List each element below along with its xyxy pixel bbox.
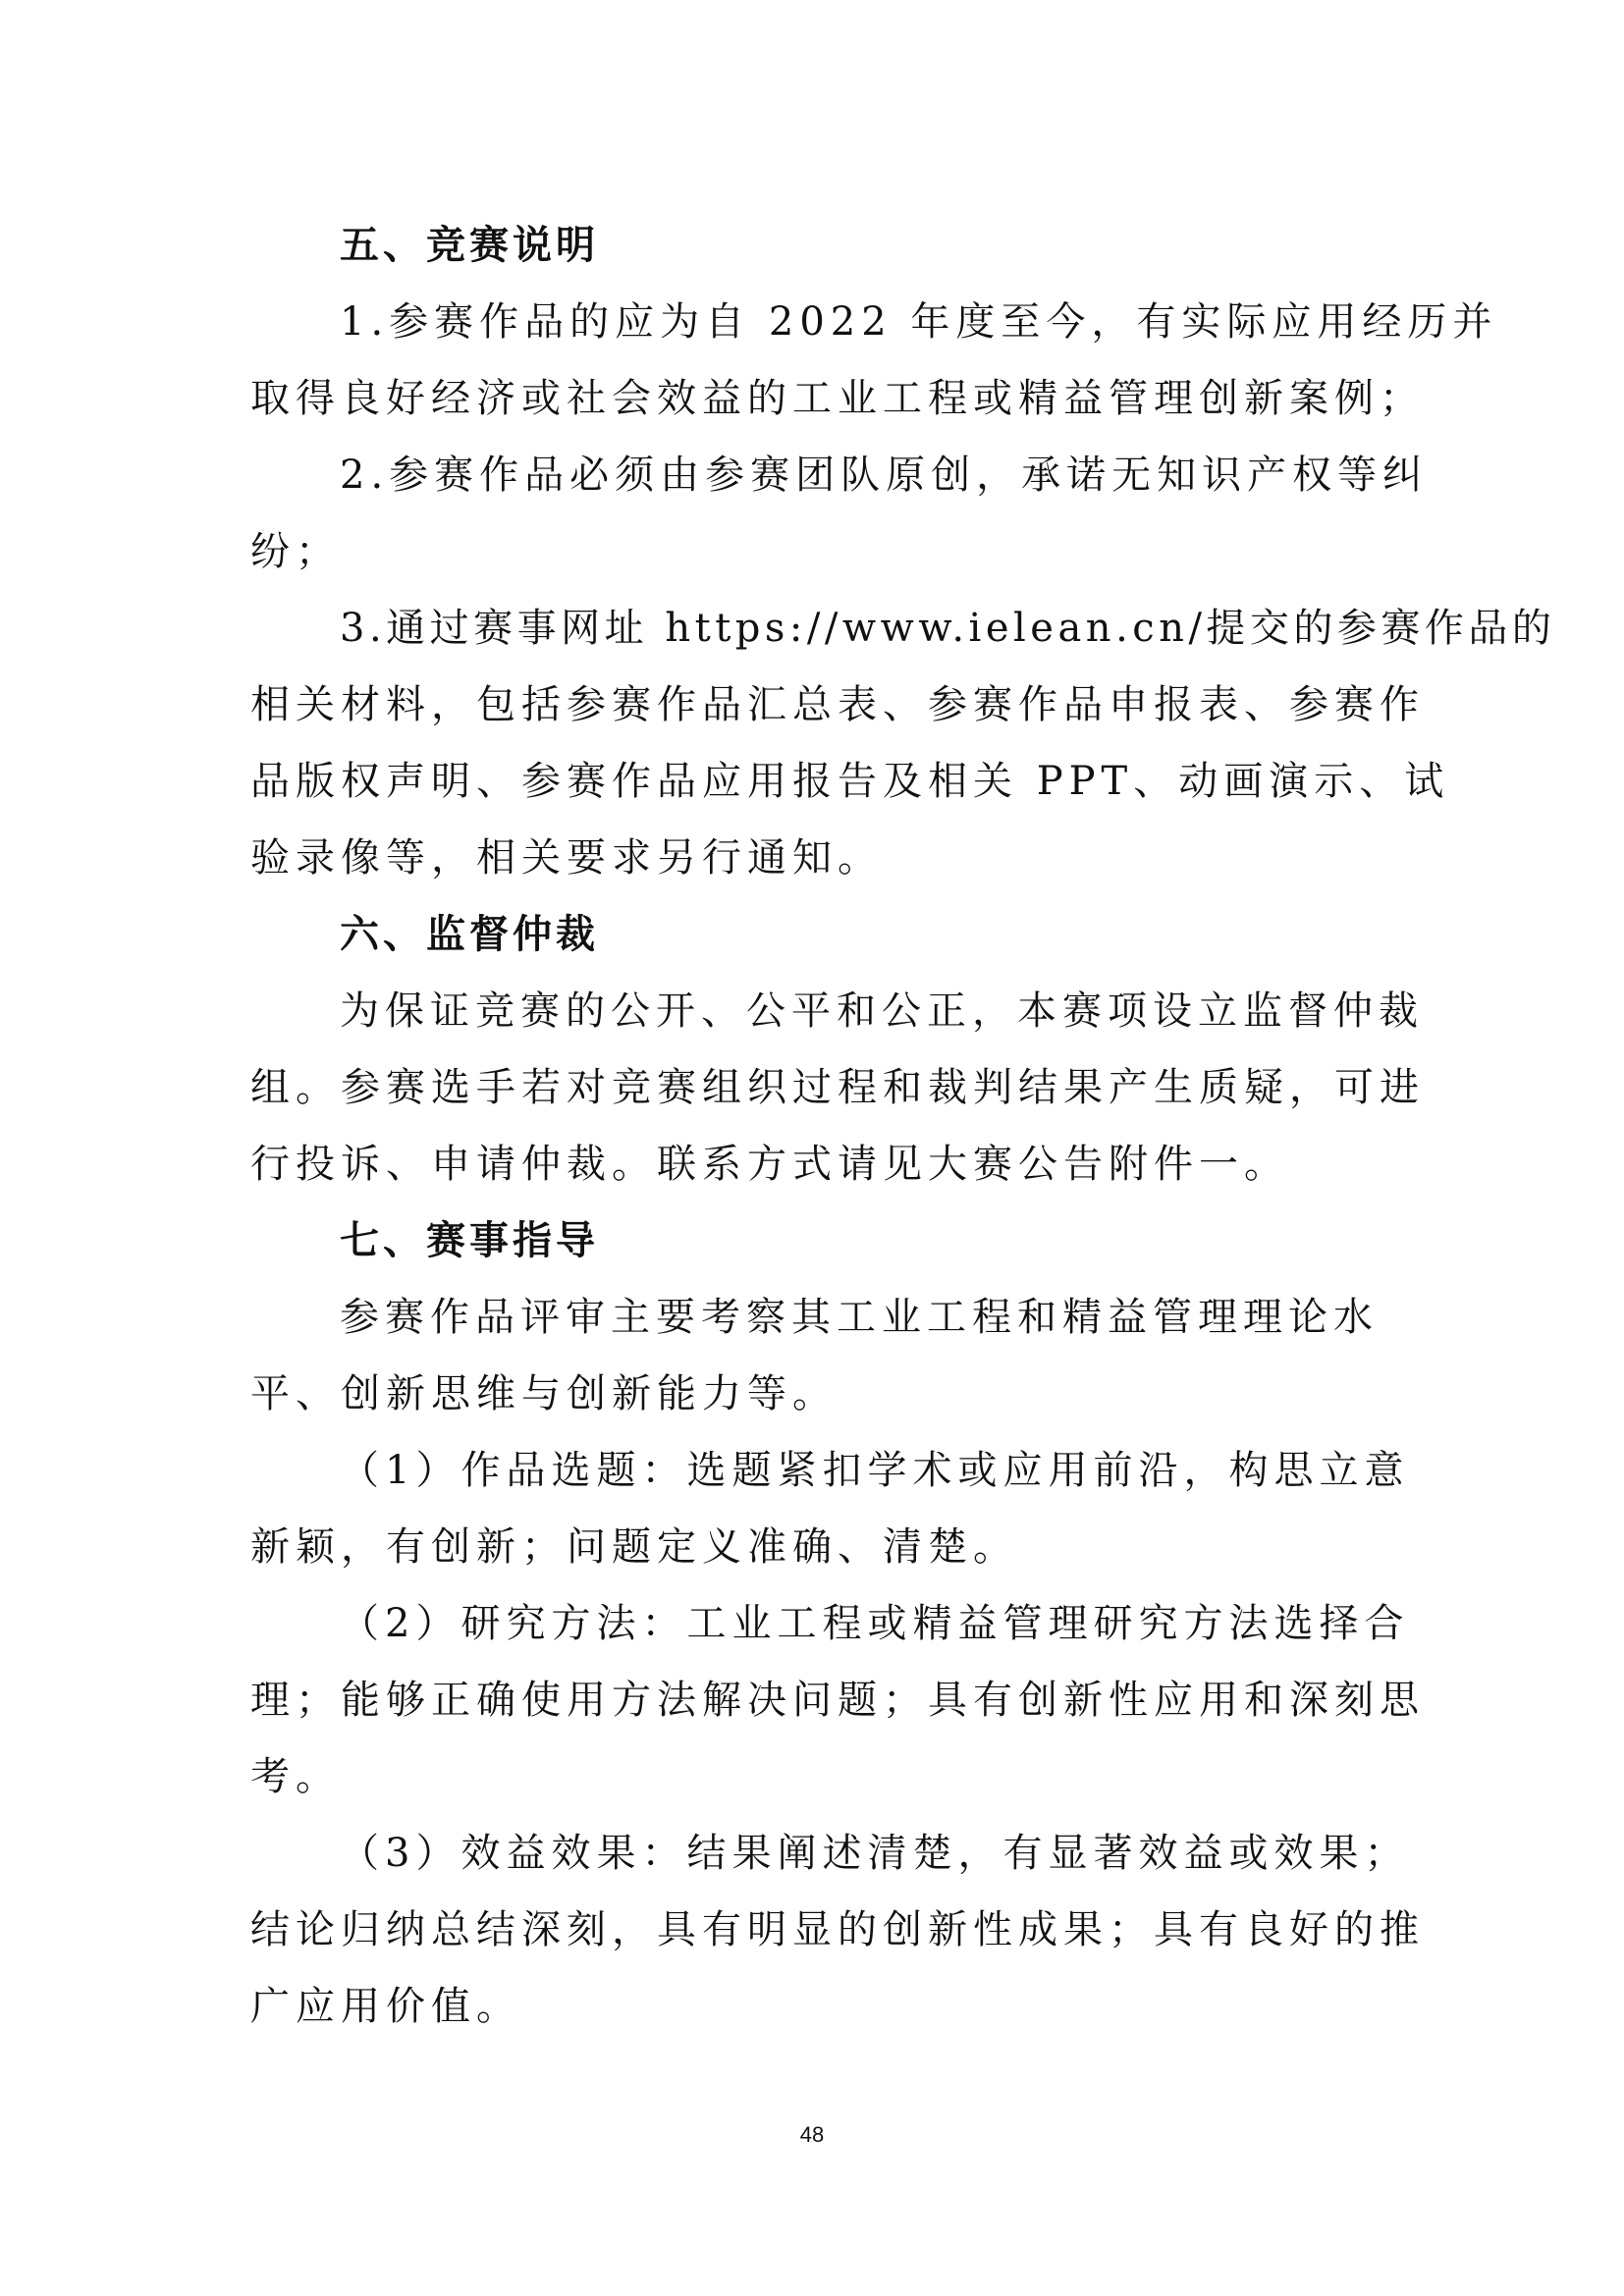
section-5-item-1-line-1: 1.参赛作品的应为自 2022 年度至今，有实际应用经历并	[340, 299, 1498, 345]
section-7-intro-line-1: 参赛作品评审主要考察其工业工程和精益管理理论水	[340, 1295, 1379, 1340]
criterion-1-line-2: 新颖，有创新；问题定义准确、清楚。	[250, 1524, 1018, 1570]
criterion-3-line-1: （3）效益效果：结果阐述清楚，有显著效益或效果；	[340, 1831, 1410, 1876]
section-6-heading: 六、监督仲裁	[340, 912, 599, 957]
section-5-item-3-line-4: 验录像等，相关要求另行通知。	[250, 835, 883, 881]
section-5-item-3-line-1: 3.通过赛事网址 https://www.ielean.cn/提交的参赛作品的	[340, 606, 1556, 651]
section-5-item-2-line-1: 2.参赛作品必须由参赛团队原创，承诺无知识产权等纠	[340, 453, 1429, 498]
criterion-2-line-1: （2）研究方法：工业工程或精益管理研究方法选择合	[340, 1601, 1410, 1646]
section-7-heading: 七、赛事指导	[340, 1218, 599, 1263]
criterion-2-line-2: 理；能够正确使用方法解决问题；具有创新性应用和深刻思	[250, 1678, 1425, 1723]
section-5-heading: 五、竞赛说明	[340, 223, 599, 268]
section-5-item-3-line-2: 相关材料，包括参赛作品汇总表、参赛作品申报表、参赛作	[250, 682, 1425, 727]
section-6-para-line-1: 为保证竞赛的公开、公平和公正，本赛项设立监督仲裁	[340, 988, 1424, 1034]
section-6-para-line-2: 组。参赛选手若对竞赛组织过程和裁判结果产生质疑，可进	[250, 1065, 1425, 1110]
section-5-item-2-line-2: 纷；	[250, 529, 341, 574]
section-7-intro-line-2: 平、创新思维与创新能力等。	[250, 1371, 838, 1416]
section-5-item-3-line-3: 品版权声明、参赛作品应用报告及相关 PPT、动画演示、试	[250, 759, 1450, 804]
criterion-3-line-2: 结论归纳总结深刻，具有明显的创新性成果；具有良好的推	[250, 1907, 1425, 1952]
criterion-2-line-3: 考。	[250, 1754, 341, 1799]
criterion-3-line-3: 广应用价值。	[250, 1984, 521, 2029]
section-6-para-line-3: 行投诉、申请仲裁。联系方式请见大赛公告附件一。	[250, 1142, 1289, 1187]
page-number: 48	[799, 2122, 825, 2147]
criterion-1-line-1: （1）作品选题：选题紧扣学术或应用前沿，构思立意	[340, 1448, 1410, 1493]
section-5-item-1-line-2: 取得良好经济或社会效益的工业工程或精益管理创新案例；	[250, 376, 1425, 421]
